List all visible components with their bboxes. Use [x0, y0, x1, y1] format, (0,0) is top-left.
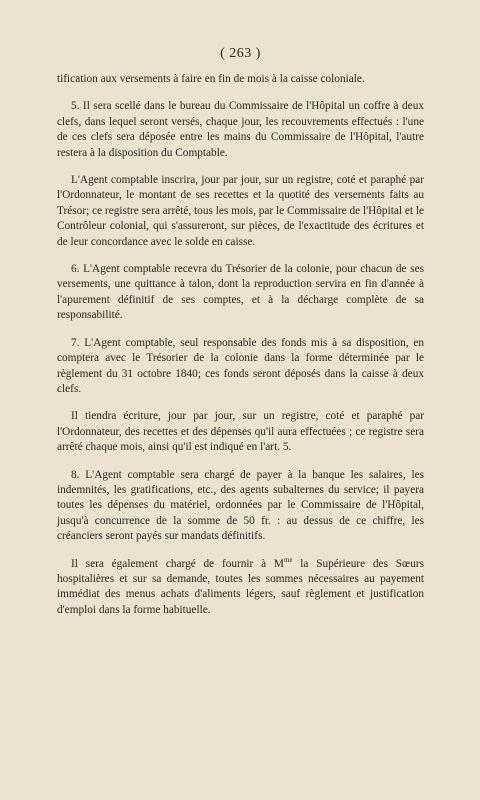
paragraph-article-7: 7. L'Agent comptable, seul responsable des fonds mis à sa disposition, en comptera avec le Trésorier de la colonie dans la forme déterminée par le règlement du 31 octobre 1840; ces fonds seront déposés dans la caisse à deux clefs. — [57, 336, 424, 395]
paragraph-article-7-register: Il tiendra écriture, jour par jour, sur un registre, coté et paraphé par l'Ordonnateur, des recettes et des dépenses qu'il aura effectuées ; ce registre sera arrêté chaque mois, ainsi qu'il est indiqué en l'art. 5. — [57, 410, 424, 454]
paragraph-article-5-register: L'Agent comptable inscrira, jour par jour, sur un registre, coté et paraphé par l'Ordonnateur, le montant de ses recettes et la quotité des versements faits au Trésor; ce registre sera arrêté, tous les mois, par le Commissaire de l'Hôpital et le Contrôleur colonial, qui s'assureront, sur pièces, de l'exactitude des écritures et de leur concordance avec le solde en caisse. — [57, 174, 424, 248]
paragraph-article-5: 5. Il sera scellé dans le bureau du Commissaire de l'Hôpital un coffre à deux clefs, dans lequel seront versés, chaque jour, les recouvrements effectués : l'une de ces clefs sera déposée entre les mains du Commissaire de l'Hôpital, l'autre restera à la disposition du Comptable. — [57, 100, 424, 159]
paragraph-article-8-superior — [57, 557, 424, 619]
paragraph-article-8: 8. L'Agent comptable sera chargé de payer à la banque les salaires, les indemnités, les gratifications, etc., des agents subalternes du service; il payera toutes les dépenses du matériel, ordonnées par le Commissaire de l'Hôpital, jusqu'à concurrence de la somme de 50 fr. : au dessus de ce chiffre, les créanciers seront payés sur mandats définitifs. — [57, 468, 424, 543]
page-number: ( 263 ) — [220, 46, 261, 61]
superscript-me: me — [283, 555, 293, 564]
paragraph-continuation: tification aux versements à faire en fin de mois à la caisse coloniale. — [57, 73, 365, 85]
paragraph-article-8-superior-end: la Supérieure des Sœurs hospitalières et sur sa demande, toutes les sommes nécessaires au payement immédiat des menus achats d'aliments légers, sauf règlement et justification d'emploi dans la forme habituelle. — [57, 557, 424, 616]
paragraph-article-8-superior-start: Il sera également chargé de fournir à M — [71, 557, 284, 570]
paragraph-article-6: 6. L'Agent comptable recevra du Trésorier de la colonie, pour chacun de ses versements, une quittance à talon, dont la reproduction servira en fin d'année à l'apurement définitif de ses comptes, et à la décharge complète de sa responsabilité. — [57, 263, 424, 322]
